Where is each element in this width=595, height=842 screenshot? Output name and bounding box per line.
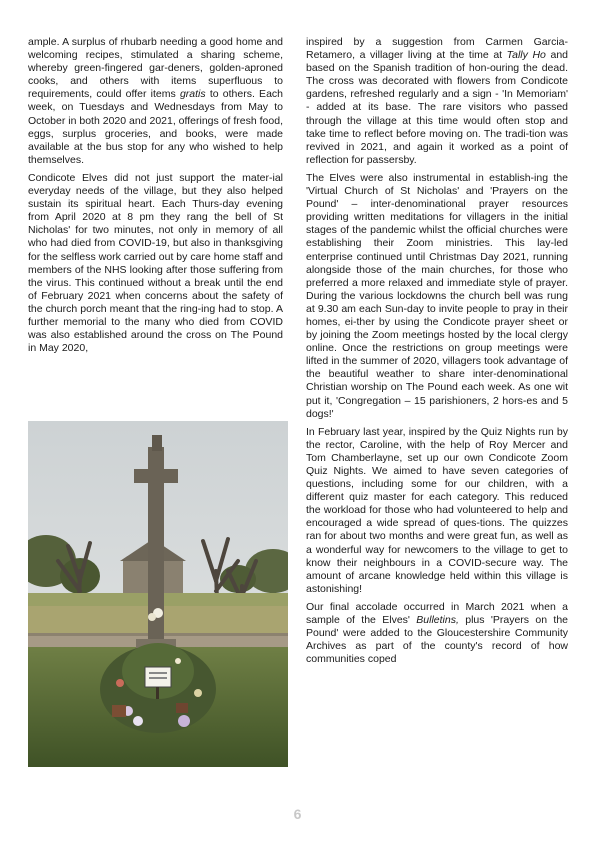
right-paragraph-2: The Elves were also instrumental in establish-ing the 'Virtual Church of St Nicholas' and 'Prayers on the Pound' – inter-denominational prayer resources providing written meditations for villagers in the initial stages of the pandemic whilst the official churches were establishing their Zoom ministries. This lay-led enterprise continued until Christmas Day 2021, running alongside those of the main churches, for those who preferred a more relaxed and immediate style of prayer. During the various lockdowns the church bell was rung at 9.30 am each Sun-day to invite people to pray in their homes, ei-ther by using the Condicote prayer sheet or by joining the Zoom meetings hosted by the local clergy online. Once the restrictions on group meetings were lifted in the summer of 2020, villagers took advantage of the beautiful weather to share inter-denominational Christian worship on The Pound each week. As one wit put it, 'Congregation – 15 parishioners, 2 hors-es and 5 dogs!' (306, 171, 568, 420)
memorial-cross-photo (28, 421, 288, 767)
page-number: 6 (293, 806, 302, 822)
right-column (306, 36, 568, 671)
right-paragraph-4: Our final accolade occurred in March 2021 when a sample of the Elves' Bulletins, plus 'Prayers on the Pound' were added to the Gloucestershire Community Archives as part of the county's record of how communities coped (306, 600, 568, 666)
right-paragraph-3: In February last year, inspired by the Quiz Nights run by the rector, Caroline, with the help of Roy Mercer and Tom Chamberlayne, set up our own Condicote Zoom Quiz Nights. We aimed to have seven categories of questions, including some for our children, with a different quiz master for each category. This reduced the workload for those who had volunteered to help and encouraged a wide spread of ques-tions. The quizzes ran for about two months and were great fun, as well as a wonderful way for newcomers to the village to get to know their neighbours in a COVID-secure way. The amount of arcane knowledge held within this village is astonishing! (306, 425, 568, 595)
left-paragraph-2: Condicote Elves did not just support the mater-ial everyday needs of the village, but they also helped sustain its spiritual heart. Each Thurs-day evening from April 2020 at 8 pm they rang the bell of St Nicholas' for two minutes, not only in memory of all who had died from COVID-19, but also in thanksgiving for the selfless work carried out by care home staff and members of the NHS looking after those suffering from the virus. This continued without a break until the end of February 2021 when concerns about the safety of the church porch meant that the ring-ing had to stop. A further memorial to the many who died from COVID was also established around the cross on The Pound in May 2020, (28, 171, 283, 355)
right-paragraph-1: inspired by a suggestion from Carmen Garcia-Retamero, a villager living at the time at Tally Ho and based on the Spanish tradition of hon-ouring the dead. The cross was decorated with flowers from Condicote gardens, refreshed regularly and a sign - 'In Memoriam' - added at its base. The rare visitors who passed through the village at this time would often stop and take time to reflect before moving on. The tradi-tion was revived in 2021, and again it worked as a point of reflection for passersby. (306, 36, 568, 166)
left-column (28, 36, 283, 360)
left-paragraph-1: ample. A surplus of rhubarb needing a good home and welcoming recipes, stimulated a sharing scheme, whereby green-fingered gar-deners, golden-aproned cooks, and others with items superfluous to requirements, could offer items gratis to others. Each week, on Tuesdays and Wednesdays from May to October in both 2020 and 2021, offerings of fresh food, eggs, surplus groceries, and books, were made available at the bus stop for any who wished to help themselves. (28, 36, 283, 166)
